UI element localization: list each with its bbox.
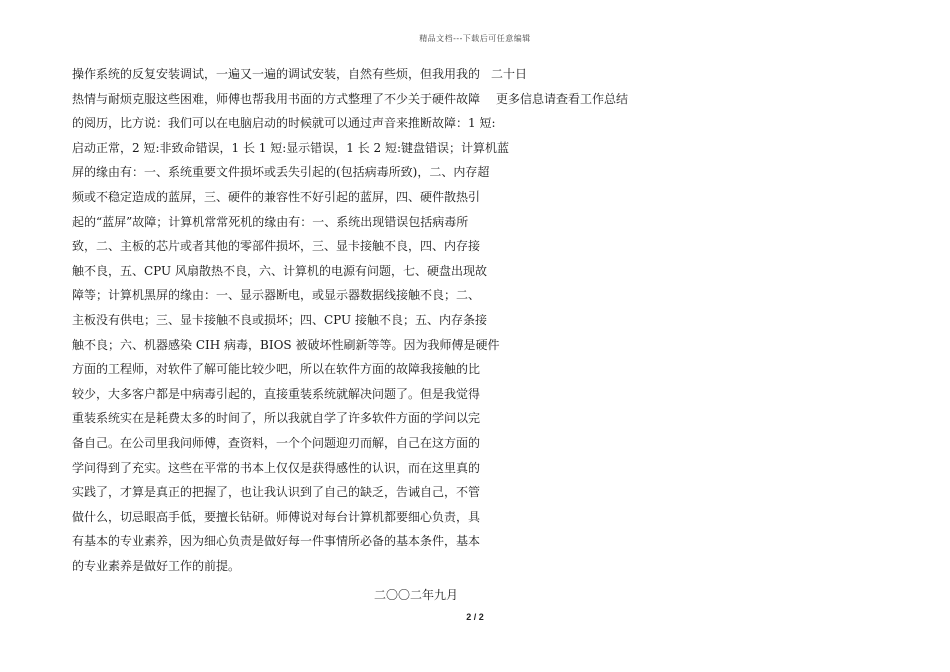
body-line: 屏的缘由有：一、系统重要文件损坏或丢失引起的(包括病毒所致)，二、内存超 xyxy=(72,165,490,180)
body-line: 频或不稳定造成的蓝屏，三、硬件的兼容性不好引起的蓝屏，四、硬件散热引 xyxy=(72,189,481,204)
body-line: 学问得到了充实。这些在平常的书本上仅仅是获得感性的认识，而在这里真的 xyxy=(72,460,481,475)
more-info-text: 更多信息请查看工作总结 xyxy=(496,92,629,106)
body-line: 操作系统的反复安装调试，一遍又一遍的调试安装，自然有些烦，但我用我的 xyxy=(72,67,481,81)
body-line: 的阅历，比方说：我们可以在电脑启动的时候就可以通过声音来推断故障：1 短: xyxy=(72,116,496,131)
page-header: 精品文档---下载后可任意编辑 xyxy=(419,34,531,43)
body-line: 致，二、主板的芯片或者其他的零部件损坏，三、显卡接触不良，四、内存接 xyxy=(72,239,481,254)
body-line: 触不良，五、CPU 风扇散热不良，六、计算机的电源有问题，七、硬盘出现故 xyxy=(72,263,487,278)
page-number: 2 / 2 xyxy=(466,612,484,622)
body-line: 重装系统实在是耗费太多的时间了，所以我就自学了许多软件方面的学问以完 xyxy=(72,411,481,426)
date-fragment: 二十日 xyxy=(491,67,528,81)
body-line: 主板没有供电；三、显卡接触不良或损坏；四、CPU 接触不良；五、内存条接 xyxy=(72,312,487,327)
body-line: 做什么，切忌眼高手低，要擅长钻研。师傅说对每台计算机都要细心负责，具 xyxy=(72,509,481,524)
body-line: 起的“蓝屏”故障；计算机常常死机的缘由有：一、系统出现错误包括病毒所 xyxy=(72,214,469,229)
body-line: 方面的工程师，对软件了解可能比较少吧，所以在软件方面的故障我接触的比 xyxy=(72,362,481,377)
body-line: 触不良；六、机器感染 CIH 病毒，BIOS 被破坏性刷新等等。因为我师傅是硬件 xyxy=(72,337,500,352)
body-line: 的专业素养是做好工作的前提。 xyxy=(72,558,241,573)
body-line: 备自己。在公司里我问师傅，查资料，一个个问题迎刃而解，自己在这方面的 xyxy=(72,435,481,450)
body-line: 较少，大多客户都是中病毒引起的，直接重装系统就解决问题了。但是我觉得 xyxy=(72,386,481,401)
body-line: 启动正常，2 短:非致命错误，1 长 1 短:显示错误，1 长 2 短:键盘错误；计算机蓝 xyxy=(72,140,510,155)
document-date: 二〇〇二年九月 xyxy=(374,588,459,602)
body-line: 实践了，才算是真正的把握了，也让我认识到了自己的缺乏，告诫自己，不管 xyxy=(72,485,481,500)
body-line: 热情与耐烦克服这些困难，师傅也帮我用书面的方式整理了不少关于硬件故障 xyxy=(72,91,481,106)
body-line: 有基本的专业素养，因为细心负责是做好每一件事情所必备的基本条件，基本 xyxy=(72,534,481,549)
body-line: 障等；计算机黑屏的缘由：一、显示器断电，或显示器数据线接触不良；二、 xyxy=(72,288,481,303)
